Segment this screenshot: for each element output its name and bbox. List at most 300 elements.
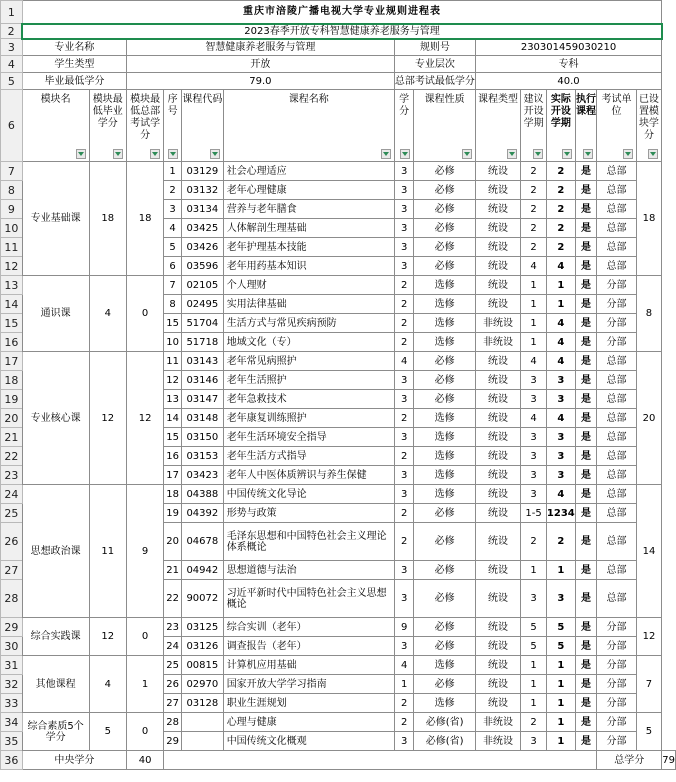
executed-course[interactable]: 是 [575,352,597,371]
module-exam-credit[interactable]: 9 [127,485,164,618]
exam-min-label[interactable]: 总部考试最低学分 [394,73,475,90]
actual-term[interactable]: 3 [546,371,575,390]
executed-course[interactable]: 是 [575,485,597,504]
filter-dropdown-icon[interactable] [76,149,86,159]
actual-term[interactable]: 3 [546,428,575,447]
row-number[interactable]: 12 [1,257,23,276]
course-code[interactable]: 03148 [182,409,224,428]
course-credit[interactable]: 2 [394,713,414,732]
course-type[interactable]: 统设 [475,295,520,314]
executed-course[interactable]: 是 [575,694,597,713]
module-name[interactable]: 思想政治课 [22,485,89,618]
course-type[interactable]: 统设 [475,504,520,523]
course-credit[interactable]: 1 [394,675,414,694]
student-type-value[interactable]: 开放 [127,56,395,73]
suggested-term[interactable]: 2 [521,238,547,257]
exam-unit[interactable]: 分部 [597,694,636,713]
course-seq[interactable]: 25 [164,656,182,675]
major-name-label[interactable]: 专业名称 [22,39,126,56]
course-credit[interactable]: 2 [394,447,414,466]
course-type[interactable]: 统设 [475,371,520,390]
course-type[interactable]: 统设 [475,238,520,257]
actual-term[interactable]: 5 [546,637,575,656]
course-nature[interactable]: 选修 [414,276,475,295]
row-number[interactable]: 32 [1,675,23,694]
actual-term[interactable]: 4 [546,333,575,352]
course-seq[interactable]: 21 [164,561,182,580]
actual-term[interactable]: 1 [546,713,575,732]
course-nature[interactable]: 选修 [414,485,475,504]
executed-course[interactable]: 是 [575,333,597,352]
course-code[interactable]: 90072 [182,580,224,618]
course-type[interactable]: 统设 [475,447,520,466]
rule-no-label[interactable]: 规则号 [394,39,475,56]
course-seq[interactable]: 6 [164,257,182,276]
course-code[interactable]: 03153 [182,447,224,466]
row-number[interactable]: 10 [1,219,23,238]
actual-term[interactable]: 1234 [546,504,575,523]
course-code[interactable]: 03125 [182,618,224,637]
course-type[interactable]: 统设 [475,219,520,238]
course-type[interactable]: 统设 [475,181,520,200]
course-seq[interactable]: 19 [164,504,182,523]
course-nature[interactable]: 必修 [414,637,475,656]
course-type[interactable]: 统设 [475,428,520,447]
filter-dropdown-icon[interactable] [583,149,593,159]
footer-spacer[interactable] [164,751,597,770]
row-number[interactable]: 33 [1,694,23,713]
module-min-credit[interactable]: 18 [89,162,126,276]
row-number[interactable]: 6 [1,90,23,162]
course-seq[interactable]: 26 [164,675,182,694]
course-seq[interactable]: 12 [164,371,182,390]
executed-course[interactable]: 是 [575,181,597,200]
course-nature[interactable]: 必修 [414,238,475,257]
exam-unit[interactable]: 分部 [597,732,636,751]
min-credit-value[interactable]: 79.0 [127,73,395,90]
executed-course[interactable]: 是 [575,656,597,675]
course-code[interactable]: 03426 [182,238,224,257]
sheet-subtitle[interactable]: 2023春季开放专科智慧健康养老服务与管理 [22,24,662,39]
course-code[interactable]: 03128 [182,694,224,713]
filter-dropdown-icon[interactable] [533,149,543,159]
course-credit[interactable]: 2 [394,523,414,561]
row-number[interactable]: 9 [1,200,23,219]
course-credit[interactable]: 3 [394,238,414,257]
row-number[interactable]: 18 [1,371,23,390]
actual-term[interactable]: 1 [546,694,575,713]
suggested-term[interactable]: 3 [521,447,547,466]
course-credit[interactable]: 3 [394,466,414,485]
course-seq[interactable]: 20 [164,523,182,561]
exam-unit[interactable]: 总部 [597,485,636,504]
row-number[interactable]: 31 [1,656,23,675]
module-set-credit[interactable]: 18 [636,162,662,276]
course-nature[interactable]: 选修 [414,466,475,485]
executed-course[interactable]: 是 [575,637,597,656]
row-number[interactable]: 25 [1,504,23,523]
executed-course[interactable]: 是 [575,447,597,466]
total-credit-label[interactable]: 总学分 [597,751,662,770]
course-credit[interactable]: 3 [394,390,414,409]
module-min-credit[interactable]: 4 [89,276,126,352]
column-header[interactable]: 已设置模块学分 [636,90,662,162]
course-nature[interactable]: 选修 [414,314,475,333]
actual-term[interactable]: 2 [546,162,575,181]
course-nature[interactable]: 必修 [414,580,475,618]
row-number[interactable]: 22 [1,447,23,466]
course-credit[interactable]: 3 [394,637,414,656]
module-exam-credit[interactable]: 12 [127,352,164,485]
course-credit[interactable]: 2 [394,295,414,314]
suggested-term[interactable]: 3 [521,428,547,447]
course-seq[interactable]: 15 [164,314,182,333]
course-type[interactable]: 统设 [475,485,520,504]
course-type[interactable]: 非统设 [475,333,520,352]
course-seq[interactable]: 10 [164,333,182,352]
row-number[interactable]: 24 [1,485,23,504]
course-name[interactable]: 社会心理适应 [223,162,394,181]
course-name[interactable]: 老年常见病照护 [223,352,394,371]
course-name[interactable]: 习近平新时代中国特色社会主义思想概论 [223,580,394,618]
row-number[interactable]: 34 [1,713,23,732]
course-seq[interactable]: 5 [164,238,182,257]
exam-unit[interactable]: 分部 [597,295,636,314]
column-header[interactable]: 课程名称 [223,90,394,162]
course-seq[interactable]: 23 [164,618,182,637]
row-number[interactable]: 26 [1,523,23,561]
row-number[interactable]: 5 [1,73,23,90]
actual-term[interactable]: 4 [546,314,575,333]
row-number[interactable]: 2 [1,24,23,39]
column-header[interactable]: 建议开设学期 [521,90,547,162]
course-code[interactable]: 03132 [182,181,224,200]
module-name[interactable]: 专业核心课 [22,352,89,485]
executed-course[interactable]: 是 [575,713,597,732]
exam-unit[interactable]: 总部 [597,162,636,181]
course-name[interactable]: 老年心理健康 [223,181,394,200]
module-set-credit[interactable]: 5 [636,713,662,751]
row-number[interactable]: 15 [1,314,23,333]
actual-term[interactable]: 4 [546,485,575,504]
actual-term[interactable]: 3 [546,447,575,466]
actual-term[interactable]: 1 [546,561,575,580]
suggested-term[interactable]: 1 [521,276,547,295]
executed-course[interactable]: 是 [575,561,597,580]
course-nature[interactable]: 必修 [414,618,475,637]
exam-unit[interactable]: 总部 [597,181,636,200]
level-value[interactable]: 专科 [475,56,661,73]
suggested-term[interactable]: 4 [521,352,547,371]
course-code[interactable]: 03134 [182,200,224,219]
module-name[interactable]: 通识课 [22,276,89,352]
course-code[interactable]: 03126 [182,637,224,656]
filter-dropdown-icon[interactable] [381,149,391,159]
exam-unit[interactable]: 总部 [597,200,636,219]
suggested-term[interactable]: 3 [521,390,547,409]
course-type[interactable]: 统设 [475,580,520,618]
course-code[interactable]: 51718 [182,333,224,352]
exam-unit[interactable]: 总部 [597,428,636,447]
course-credit[interactable]: 4 [394,352,414,371]
actual-term[interactable]: 5 [546,618,575,637]
suggested-term[interactable]: 3 [521,466,547,485]
course-nature[interactable]: 必修 [414,181,475,200]
course-seq[interactable]: 14 [164,409,182,428]
total-credit-value[interactable]: 79 [662,751,676,770]
course-name[interactable]: 思想道德与法治 [223,561,394,580]
executed-course[interactable]: 是 [575,618,597,637]
executed-course[interactable]: 是 [575,390,597,409]
course-name[interactable]: 毛泽东思想和中国特色社会主义理论体系概论 [223,523,394,561]
course-name[interactable]: 营养与老年膳食 [223,200,394,219]
executed-course[interactable]: 是 [575,409,597,428]
column-header[interactable]: 实际开设学期 [546,90,575,162]
exam-unit[interactable]: 分部 [597,333,636,352]
course-credit[interactable]: 2 [394,694,414,713]
course-name[interactable]: 老年护理基本技能 [223,238,394,257]
course-name[interactable]: 老年生活方式指导 [223,447,394,466]
actual-term[interactable]: 4 [546,352,575,371]
filter-dropdown-icon[interactable] [562,149,572,159]
actual-term[interactable]: 1 [546,656,575,675]
course-seq[interactable]: 4 [164,219,182,238]
exam-unit[interactable]: 分部 [597,314,636,333]
course-nature[interactable]: 必修 [414,504,475,523]
course-credit[interactable]: 2 [394,333,414,352]
actual-term[interactable]: 3 [546,466,575,485]
central-credit-value[interactable]: 40 [127,751,164,770]
course-code[interactable]: 03150 [182,428,224,447]
actual-term[interactable]: 1 [546,732,575,751]
column-header[interactable]: 学分 [394,90,414,162]
module-min-credit[interactable]: 4 [89,656,126,713]
course-name[interactable]: 国家开放大学学习指南 [223,675,394,694]
course-type[interactable]: 统设 [475,637,520,656]
course-seq[interactable]: 3 [164,200,182,219]
row-number[interactable]: 4 [1,56,23,73]
course-seq[interactable]: 8 [164,295,182,314]
suggested-term[interactable]: 4 [521,409,547,428]
row-number[interactable]: 13 [1,276,23,295]
module-set-credit[interactable]: 7 [636,656,662,713]
course-credit[interactable]: 3 [394,200,414,219]
exam-unit[interactable]: 总部 [597,580,636,618]
course-credit[interactable]: 3 [394,428,414,447]
actual-term[interactable]: 1 [546,276,575,295]
suggested-term[interactable]: 3 [521,485,547,504]
suggested-term[interactable]: 1 [521,656,547,675]
exam-unit[interactable]: 总部 [597,466,636,485]
course-credit[interactable]: 3 [394,219,414,238]
executed-course[interactable]: 是 [575,732,597,751]
course-nature[interactable]: 选修 [414,694,475,713]
suggested-term[interactable]: 2 [521,200,547,219]
column-header[interactable]: 课程类型 [475,90,520,162]
suggested-term[interactable]: 3 [521,371,547,390]
course-code[interactable]: 03425 [182,219,224,238]
course-credit[interactable]: 4 [394,656,414,675]
course-nature[interactable]: 必修(省) [414,732,475,751]
executed-course[interactable]: 是 [575,523,597,561]
course-type[interactable]: 统设 [475,162,520,181]
course-nature[interactable]: 必修 [414,390,475,409]
suggested-term[interactable]: 5 [521,637,547,656]
course-code[interactable]: 03129 [182,162,224,181]
filter-dropdown-icon[interactable] [150,149,160,159]
course-nature[interactable]: 选修 [414,409,475,428]
executed-course[interactable]: 是 [575,580,597,618]
executed-course[interactable]: 是 [575,428,597,447]
course-seq[interactable]: 11 [164,352,182,371]
course-type[interactable]: 统设 [475,200,520,219]
course-credit[interactable]: 2 [394,314,414,333]
row-number[interactable]: 11 [1,238,23,257]
module-name[interactable]: 综合素质5个学分 [22,713,89,751]
course-type[interactable]: 统设 [475,618,520,637]
executed-course[interactable]: 是 [575,238,597,257]
major-name-value[interactable]: 智慧健康养老服务与管理 [127,39,395,56]
course-code[interactable]: 04678 [182,523,224,561]
executed-course[interactable]: 是 [575,371,597,390]
module-set-credit[interactable]: 12 [636,618,662,656]
course-type[interactable]: 非统设 [475,713,520,732]
course-code[interactable] [182,713,224,732]
executed-course[interactable]: 是 [575,295,597,314]
exam-min-value[interactable]: 40.0 [475,73,661,90]
module-exam-credit[interactable]: 0 [127,713,164,751]
course-credit[interactable]: 3 [394,181,414,200]
exam-unit[interactable]: 总部 [597,561,636,580]
filter-dropdown-icon[interactable] [623,149,633,159]
row-number[interactable]: 23 [1,466,23,485]
level-label[interactable]: 专业层次 [394,56,475,73]
suggested-term[interactable]: 2 [521,181,547,200]
course-nature[interactable]: 必修 [414,675,475,694]
suggested-term[interactable]: 1-5 [521,504,547,523]
course-code[interactable]: 04388 [182,485,224,504]
actual-term[interactable]: 1 [546,675,575,694]
rule-no-value[interactable]: 230301459030210 [475,39,661,56]
suggested-term[interactable]: 2 [521,523,547,561]
course-code[interactable]: 00815 [182,656,224,675]
row-number[interactable]: 29 [1,618,23,637]
column-header[interactable]: 执行课程 [575,90,597,162]
row-number[interactable]: 8 [1,181,23,200]
course-credit[interactable]: 2 [394,504,414,523]
suggested-term[interactable]: 2 [521,713,547,732]
row-number[interactable]: 3 [1,39,23,56]
actual-term[interactable]: 3 [546,390,575,409]
row-number[interactable]: 36 [1,751,23,770]
course-credit[interactable]: 2 [394,276,414,295]
course-nature[interactable]: 选修 [414,428,475,447]
actual-term[interactable]: 3 [546,580,575,618]
course-name[interactable]: 老年人中医体质辨识与养生保健 [223,466,394,485]
executed-course[interactable]: 是 [575,162,597,181]
executed-course[interactable]: 是 [575,675,597,694]
course-name[interactable]: 计算机应用基础 [223,656,394,675]
module-set-credit[interactable]: 14 [636,485,662,618]
filter-dropdown-icon[interactable] [168,149,178,159]
module-exam-credit[interactable]: 0 [127,276,164,352]
course-seq[interactable]: 7 [164,276,182,295]
row-number[interactable]: 35 [1,732,23,751]
course-nature[interactable]: 必修 [414,219,475,238]
course-nature[interactable]: 必修 [414,200,475,219]
course-code[interactable]: 03143 [182,352,224,371]
suggested-term[interactable]: 1 [521,333,547,352]
course-name[interactable]: 老年生活照护 [223,371,394,390]
course-seq[interactable]: 18 [164,485,182,504]
course-type[interactable]: 统设 [475,523,520,561]
module-min-credit[interactable]: 11 [89,485,126,618]
course-seq[interactable]: 1 [164,162,182,181]
course-type[interactable]: 统设 [475,694,520,713]
course-seq[interactable]: 16 [164,447,182,466]
course-name[interactable]: 老年用药基本知识 [223,257,394,276]
suggested-term[interactable]: 3 [521,732,547,751]
course-nature[interactable]: 必修(省) [414,713,475,732]
course-name[interactable]: 老年康复训练照护 [223,409,394,428]
course-type[interactable]: 统设 [475,276,520,295]
exam-unit[interactable]: 总部 [597,219,636,238]
course-credit[interactable]: 3 [394,162,414,181]
row-number[interactable]: 1 [1,1,23,24]
course-nature[interactable]: 必修 [414,352,475,371]
exam-unit[interactable]: 分部 [597,637,636,656]
course-type[interactable]: 统设 [475,466,520,485]
suggested-term[interactable]: 1 [521,561,547,580]
course-name[interactable]: 生活方式与常见疾病预防 [223,314,394,333]
column-header[interactable]: 模块名 [22,90,89,162]
course-seq[interactable]: 2 [164,181,182,200]
suggested-term[interactable]: 5 [521,618,547,637]
course-nature[interactable]: 必修 [414,257,475,276]
suggested-term[interactable]: 1 [521,694,547,713]
row-number[interactable]: 17 [1,352,23,371]
course-nature[interactable]: 选修 [414,295,475,314]
row-number[interactable]: 16 [1,333,23,352]
suggested-term[interactable]: 2 [521,162,547,181]
column-header[interactable]: 模块最低总部考试学分 [127,90,164,162]
suggested-term[interactable]: 4 [521,257,547,276]
course-credit[interactable]: 3 [394,732,414,751]
row-number[interactable]: 28 [1,580,23,618]
exam-unit[interactable]: 总部 [597,257,636,276]
row-number[interactable]: 27 [1,561,23,580]
course-name[interactable]: 人体解剖生理基础 [223,219,394,238]
course-type[interactable]: 非统设 [475,314,520,333]
executed-course[interactable]: 是 [575,466,597,485]
exam-unit[interactable]: 分部 [597,675,636,694]
suggested-term[interactable]: 2 [521,219,547,238]
exam-unit[interactable]: 分部 [597,618,636,637]
executed-course[interactable]: 是 [575,219,597,238]
actual-term[interactable]: 4 [546,409,575,428]
column-header[interactable]: 序号 [164,90,182,162]
exam-unit[interactable]: 总部 [597,447,636,466]
suggested-term[interactable]: 1 [521,675,547,694]
executed-course[interactable]: 是 [575,314,597,333]
course-code[interactable]: 51704 [182,314,224,333]
actual-term[interactable]: 2 [546,219,575,238]
course-name[interactable]: 中国传统文化导论 [223,485,394,504]
course-name[interactable]: 老年生活环境安全指导 [223,428,394,447]
row-number[interactable]: 21 [1,428,23,447]
module-name[interactable]: 专业基础课 [22,162,89,276]
course-name[interactable]: 调查报告（老年） [223,637,394,656]
